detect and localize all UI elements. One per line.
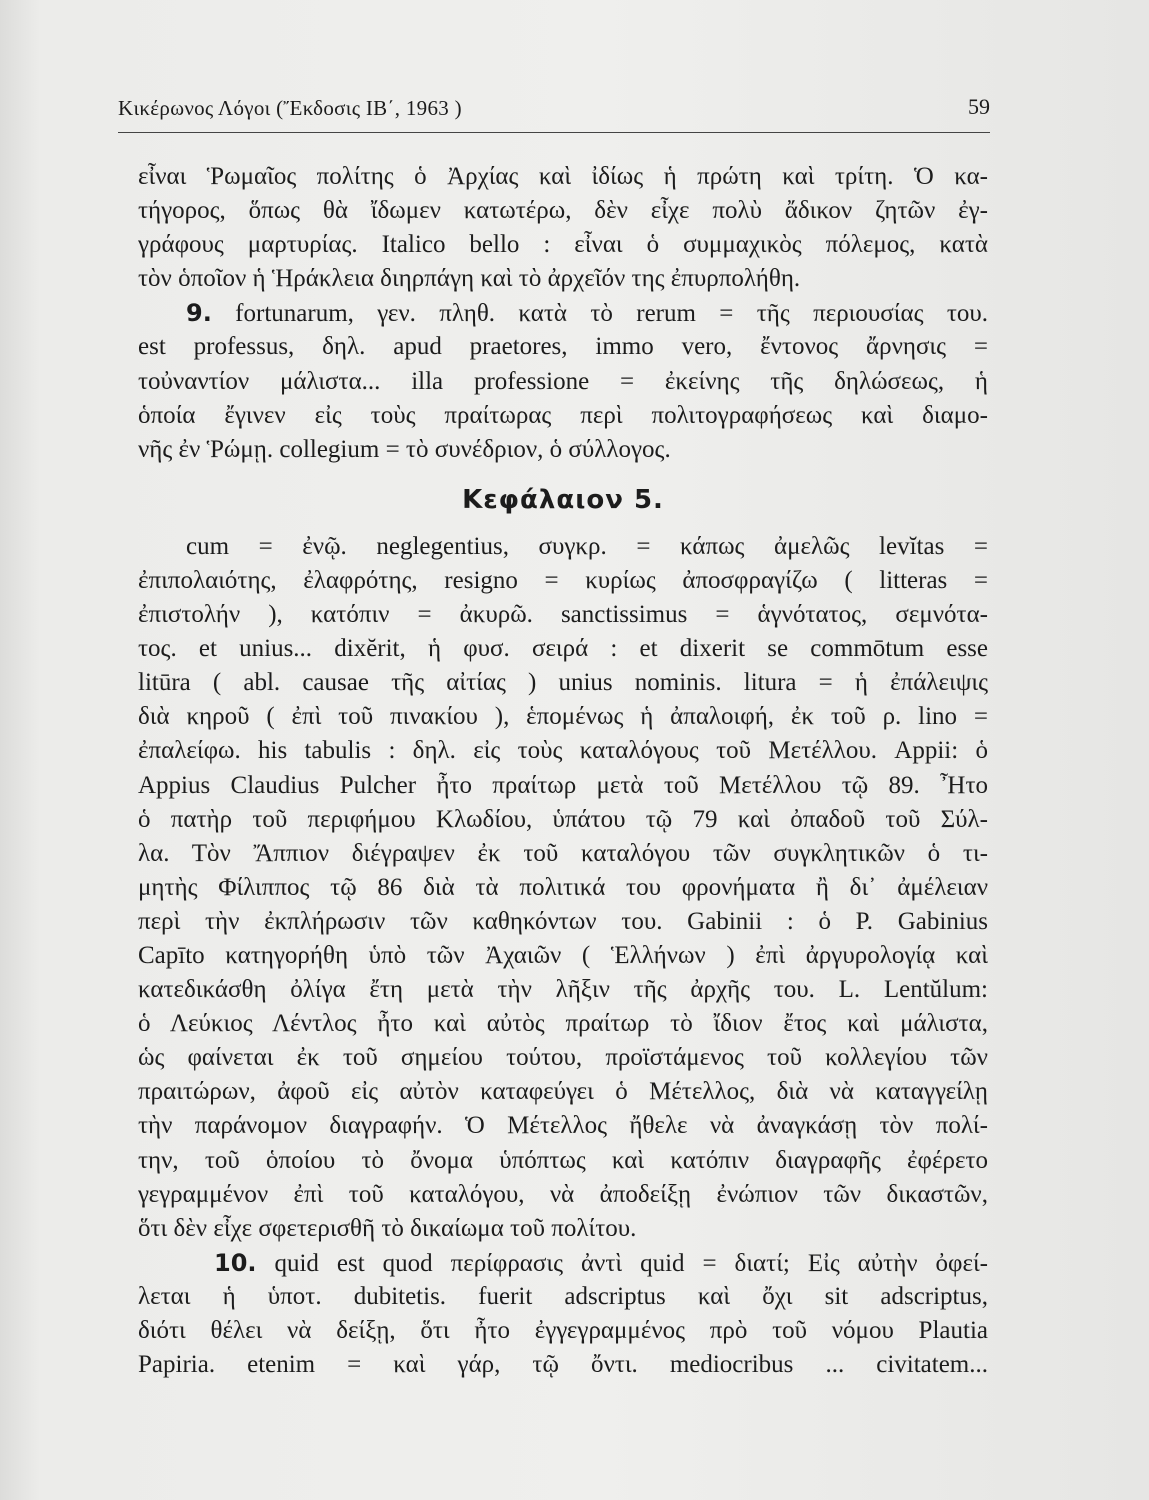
text-line: ἐπιπολαιότης, ἐλαφρότης, resigno = κυρίως ἀποσφραγίζω ( litteras = [138,566,988,594]
chapter-heading: Κεφάλαιον 5. [462,484,664,515]
text-line: γράφους μαρτυρίας. Italico bello : εἶναι ὁ συμμαχικὸς πόλεμος, κατὰ [138,231,988,259]
running-header [118,92,990,133]
section-number: 10. [214,1248,257,1277]
text-line: ὁ πατὴρ τοῦ περιφήμου Κλωδίου, ὑπάτου τῷ 79 καὶ ὀπαδοῦ τοῦ Σύλ- [138,805,988,833]
text-line: Papiria. etenim = καὶ γάρ, τῷ ὄντι. mediocribus ... civitatem... [138,1351,988,1379]
text-line: ὁποία ἔγινεν εἰς τοὺς πραίτωρας περὶ πολιτογραφήσεως καὶ διαμο- [138,401,988,429]
paragraph-10 [138,1246,988,1382]
text-line-content: fortunarum, γεν. πληθ. κατὰ τὸ rerum = τῆς περιουσίας του. [235,300,988,328]
text-line: cum = ἐνῷ. neglegentius, συγκρ. = κάπως ἀμελῶς levĭtas = [186,532,988,560]
text-line: πραιτώρων, ἀφοῦ εἰς αὐτὸν καταφεύγει ὁ Μέτελλος, διὰ νὰ καταγγείλῃ [138,1078,988,1106]
text-line: τήγορος, ὅπως θὰ ἴδωμεν κατωτέρω, δὲν εἶχε πολὺ ἄδικον ζητῶν ἐγ- [138,197,988,225]
text-line: ἐπιστολήν ), κατόπιν = ἀκυρῶ. sanctissimus = ἁγνότατος, σεμνότα- [138,601,988,629]
paragraph-9 [138,296,988,466]
text-line: περὶ τὴν ἐκπλήρωσιν τῶν καθηκόντων του. Gabinii : ὁ P. Gabinius [138,907,988,935]
text-line: litūra ( abl. causae τῆς αἰτίας ) unius nominis. litura = ἡ ἐπάλειψις [138,669,988,697]
page-body [138,160,988,1382]
text-line [138,296,988,330]
page-number: 59 [968,94,990,119]
text-line: Appius Claudius Pulcher ἦτο πραίτωρ μετὰ τοῦ Μετέλλου τῷ 89. Ἦτο [138,771,988,799]
text-line: νῆς ἐν Ῥώμῃ. collegium = τὸ συνέδριον, ὁ σύλλογος. [138,435,671,463]
header-title: Κικέρωνος Λόγοι (Ἔκδοσις ΙΒ΄, 1963 ) [118,96,462,120]
text-line: εἶναι Ῥωμαῖος πολίτης ὁ Ἀρχίας καὶ ἰδίως ἡ πρώτη καὶ τρίτη. Ὁ κα- [138,163,988,190]
paragraph-1 [138,160,988,296]
text-line: ὁ Λεύκιος Λέντλος ἦτο καὶ αὐτὸς πραίτωρ τὸ ἴδιον ἔτος καὶ μάλιστα, [138,1010,988,1038]
text-line: διότι θέλει νὰ δείξῃ, ὅτι ἦτο ἐγγεγραμμένος πρὸ τοῦ νόμου Plautia [138,1317,988,1344]
text-line: ἐπαλείφω. his tabulis : δηλ. εἰς τοὺς καταλόγους τοῦ Μετέλλου. Appii: ὁ [138,737,988,765]
text-line: κατεδικάσθη ὀλίγα ἔτη μετὰ τὴν λῆξιν τῆς ἀρχῆς του. L. Lentŭlum: [138,976,988,1004]
text-line: est professus, δηλ. apud praetores, immo vero, ἔντονος ἄρνησις = [138,333,988,361]
text-line: την, τοῦ ὁποίου τὸ ὄνομα ὑπόπτως καὶ κατόπιν διαγραφῆς ἐφέρετο [138,1146,988,1174]
text-line: τὴν παράνομον διαγραφήν. Ὁ Μέτελλος ἤθελε νὰ ἀναγκάσῃ τὸν πολί- [138,1112,988,1140]
text-line: λεται ἡ ὑποτ. dubitetis. fuerit adscriptus καὶ ὄχι sit adscriptus, [138,1282,988,1310]
text-line: τοὐναντίον μάλιστα... illa professione = ἐκείνης τῆς δηλώσεως, ἡ [138,367,988,395]
text-line: λα. Τὸν Ἄππιον διέγραψεν ἐκ τοῦ καταλόγου τῶν συγκλητικῶν ὁ τι- [138,839,988,867]
text-line: διὰ κηροῦ ( ἐπὶ τοῦ πινακίου ), ἑπομένως ἡ ἀπαλοιφή, ἐκ τοῦ ρ. lino = [138,703,988,731]
text-line: Capīto κατηγορήθη ὑπὸ τῶν Ἀχαιῶν ( Ἑλλήνων ) ἐπὶ ἀργυρολογίᾳ καὶ [138,941,988,969]
text-line: ὡς φαίνεται ἐκ τοῦ σημείου τούτου, προϊστάμενος τοῦ κολλεγίου τῶν [138,1044,988,1072]
text-line: τὸν ὁποῖον ἡ Ἡράκλεια διηρπάγη καὶ τὸ ἀρχεῖόν της ἐπυρπολήθη. [138,265,801,293]
text-line: γεγραμμένον ἐπὶ τοῦ καταλόγου, νὰ ἀποδείξῃ ἐνώπιον τῶν δικαστῶν, [138,1180,988,1208]
text-line [138,1246,988,1280]
text-line-content: quid est quod περίφρασις ἀντὶ quid = διατί; Εἰς αὐτὴν ὀφεί- [274,1249,988,1277]
paragraph-chapter-5 [138,530,988,1246]
text-line: ὅτι δὲν εἶχε σφετερισθῆ τὸ δικαίωμα τοῦ πολίτου. [138,1214,637,1242]
text-line: τος. et unius... dixĕrit, ἡ φυσ. σειρά : et dixerit se commōtum esse [138,635,988,663]
section-number: 9. [186,299,212,328]
text-line: μητὴς Φίλιππος τῷ 86 διὰ τὰ πολιτικά του φρονήματα ἢ δι᾽ ἀμέλειαν [138,873,988,901]
